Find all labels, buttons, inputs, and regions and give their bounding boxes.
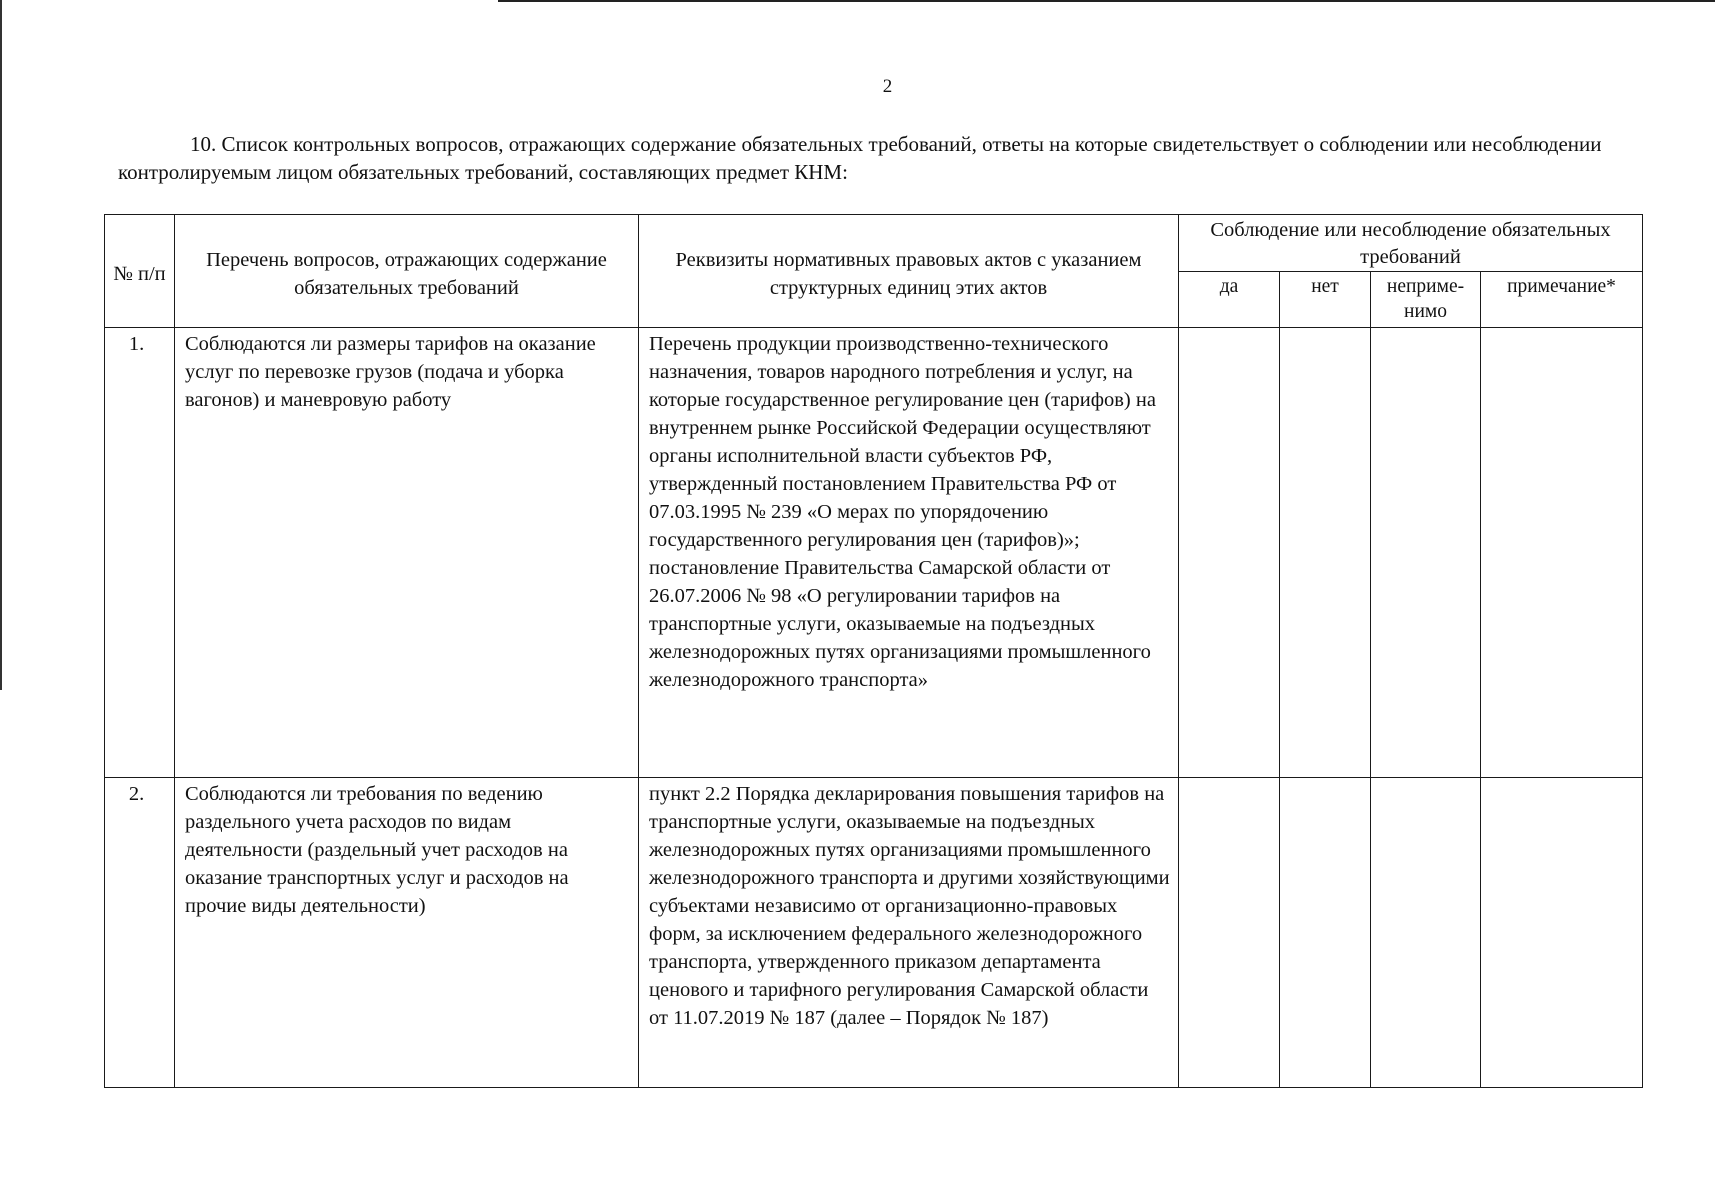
page-number: 2: [882, 76, 893, 97]
row-yes-cell[interactable]: [1179, 328, 1280, 778]
row-question: Соблюдаются ли требования по ведению раздельного учета расходов по видам деятельности (раздельный учет расходов на оказание транспортных услуг и расходов на прочие виды деятельности): [175, 778, 639, 1088]
header-yes: да: [1179, 272, 1280, 328]
row-note-cell[interactable]: [1481, 778, 1643, 1088]
header-legal-acts: Реквизиты нормативных правовых актов с указанием структурных единиц этих актов: [639, 215, 1179, 328]
row-no-cell[interactable]: [1280, 778, 1371, 1088]
header-num: № п/п: [105, 215, 175, 328]
row-yes-cell[interactable]: [1179, 778, 1280, 1088]
row-legal-acts: пункт 2.2 Порядка декларирования повышения тарифов на транспортные услуги, оказываемые на подъездных железнодорожных путях организациями промышленного железнодорожного транспорта и другими хозяйствующими субъектами независимо от организационно-правовых форм, за исключением федерального железнодорожного транспорта, утвержденного приказом департамента ценового и тарифного регулирования Самарской области от 11.07.2019 № 187 (далее – Порядок № 187): [639, 778, 1179, 1088]
row-question: Соблюдаются ли размеры тарифов на оказание услуг по перевозке грузов (подача и уборка вагонов) и маневровую работу: [175, 328, 639, 778]
row-number: 1.: [105, 328, 175, 778]
row-no-cell[interactable]: [1280, 328, 1371, 778]
left-edge-mark: [0, 0, 2, 690]
row-not-applicable-cell[interactable]: [1371, 328, 1481, 778]
section-intro: 10. Список контрольных вопросов, отражающих содержание обязательных требований, ответы на которые свидетельствует о соблюдении или несоблюдении контролируемым лицом обязательных требований, составляющих предмет КНМ:: [118, 132, 1602, 184]
table-row: [105, 328, 1643, 778]
header-not-applicable: неприме-нимо: [1371, 272, 1481, 328]
header-no: нет: [1280, 272, 1371, 328]
header-note: примечание*: [1481, 272, 1643, 328]
header-row-1: [105, 215, 1643, 272]
table-row: [105, 778, 1643, 1088]
row-number: 2.: [105, 778, 175, 1088]
header-questions: Перечень вопросов, отражающих содержание обязательных требований: [175, 215, 639, 328]
row-not-applicable-cell[interactable]: [1371, 778, 1481, 1088]
checklist-table-container: [104, 214, 1642, 1088]
top-border-line: [498, 0, 1715, 2]
header-compliance-group: Соблюдение или несоблюдение обязательных требований: [1179, 215, 1643, 272]
row-legal-acts: Перечень продукции производственно-технического назначения, товаров народного потребления и услуг, на которые государственное регулирование цен (тарифов) на внутреннем рынке Российской Федерации осуществляют органы исполнительной власти субъектов РФ, утвержденный постановлением Правительства РФ от 07.03.1995 № 239 «О мерах по упорядочению государственного регулирования цен (тарифов)»; постановление Правительства Самарской области от 26.07.2006 № 98 «О регулировании тарифов на транспортные услуги, оказываемые на подъездных железнодорожных путях организациями промышленного железнодорожного транспорта»: [639, 328, 1179, 778]
row-note-cell[interactable]: [1481, 328, 1643, 778]
checklist-table: [104, 214, 1643, 1088]
